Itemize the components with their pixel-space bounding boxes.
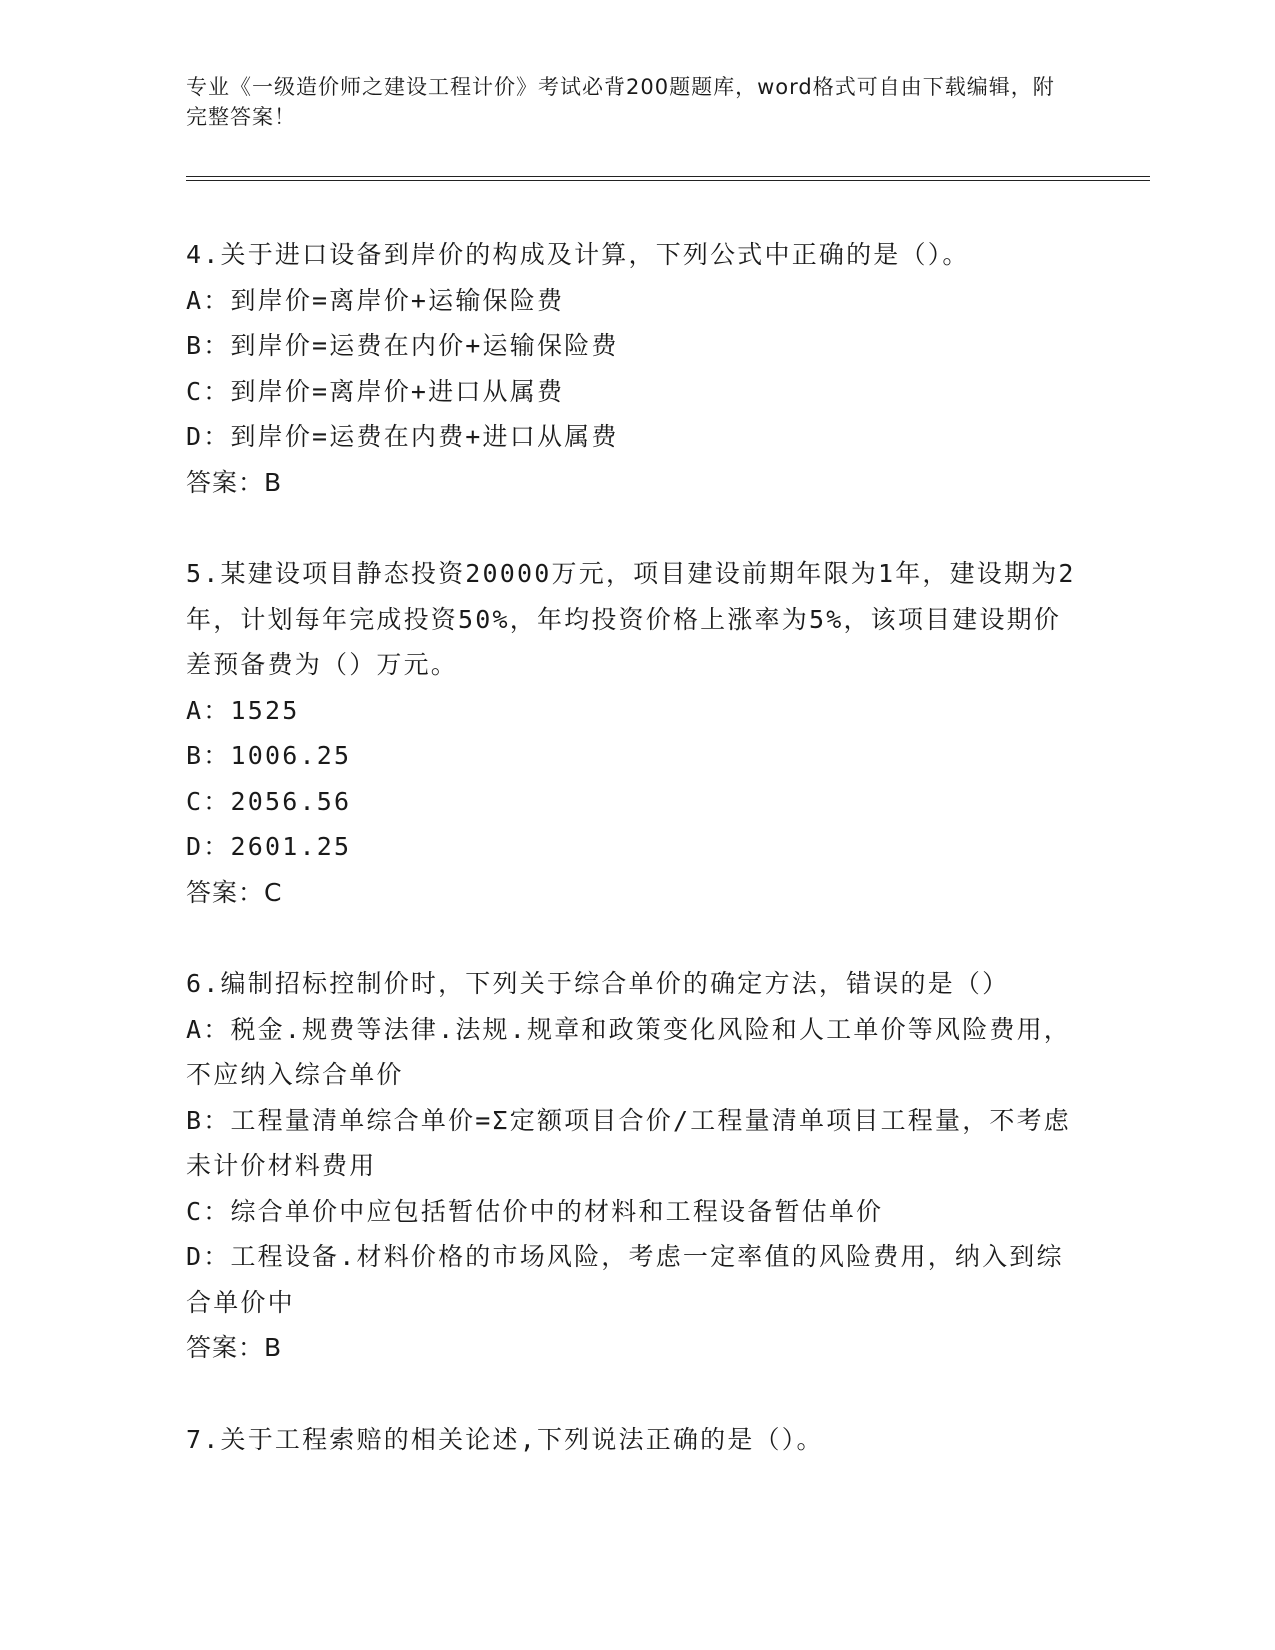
option-c: C：2056.56 [186, 786, 352, 816]
option-c: C：到岸价=离岸价+进口从属费 [186, 376, 565, 406]
option-a: A：到岸价=离岸价+运输保险费 [186, 285, 565, 315]
option-d: D：到岸价=运费在内费+进口从属费 [186, 422, 619, 451]
question-5 [186, 551, 1086, 915]
question-6 [186, 961, 1086, 1371]
question-7 [186, 1417, 1086, 1463]
question-stem: 5.某建设项目静态投资20000万元，项目建设前期年限为1年，建设期为2年，计划每年完成投资50%，年均投资价格上涨率为5%，该项目建设期价差预备费为（）万元。 [186, 559, 1076, 679]
option-c: C：综合单价中应包括暂估价中的材料和工程设备暂估单价 [186, 1196, 884, 1226]
option-a: A：1525 [186, 695, 300, 725]
option-b: B：到岸价=运费在内价+运输保险费 [186, 331, 619, 360]
question-4 [186, 232, 1086, 505]
option-b: B：1006.25 [186, 741, 352, 770]
answer-line: 答案：B [186, 467, 283, 497]
question-list [186, 232, 1086, 1508]
question-stem: 6.编制招标控制价时，下列关于综合单价的确定方法，错误的是（） [186, 969, 1010, 998]
option-b: B：工程量清单综合单价=Σ定额项目合价/工程量清单项目工程量，不考虑未计价材料费用 [186, 1105, 1072, 1180]
header-double-rule [186, 176, 1150, 181]
option-d: D：工程设备.材料价格的市场风险，考虑一定率值的风险费用，纳入到综合单价中 [186, 1242, 1064, 1317]
option-a: A：税金.规费等法律.法规.规章和政策变化风险和人工单价等风险费用，不应纳入综合单价 [186, 1014, 1072, 1089]
option-d: D：2601.25 [186, 832, 352, 861]
question-stem: 7.关于工程索赔的相关论述,下列说法正确的是（）。 [186, 1424, 824, 1454]
question-stem: 4.关于进口设备到岸价的构成及计算，下列公式中正确的是（）。 [186, 240, 970, 269]
answer-line: 答案：C [186, 877, 283, 907]
document-header: 专业《一级造价师之建设工程计价》考试必背200题题库，word格式可自由下载编辑，附完整答案！ [186, 75, 1055, 129]
answer-line: 答案：B [186, 1333, 283, 1362]
